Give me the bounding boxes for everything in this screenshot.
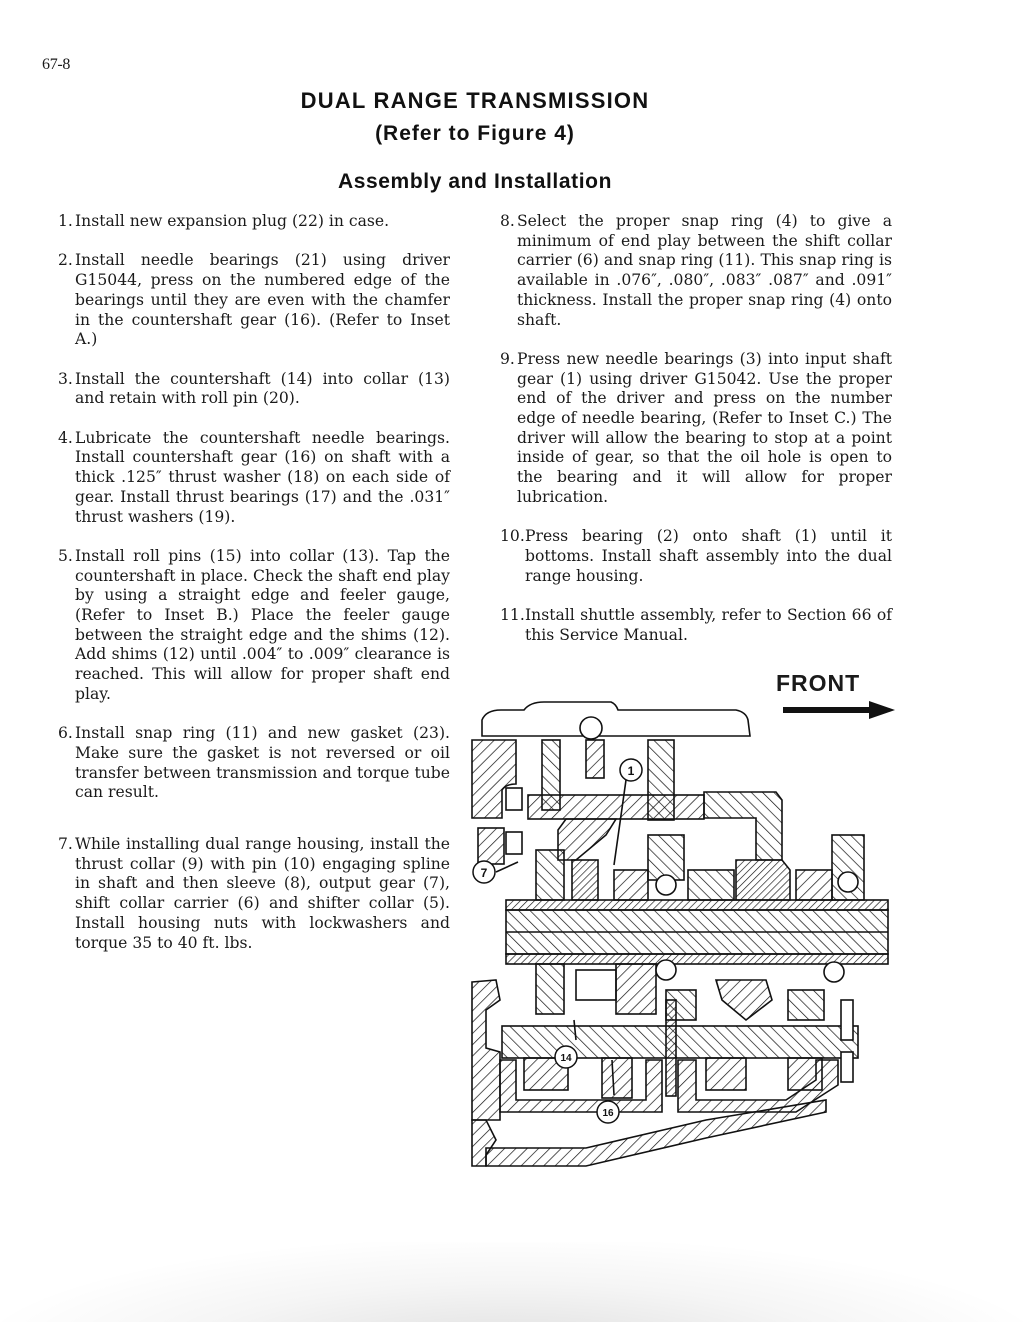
- step-number: 10.: [500, 527, 525, 546]
- step-number: 9.: [500, 349, 515, 368]
- steps-right-column: [500, 212, 892, 665]
- step-number: 7.: [58, 835, 73, 854]
- step-number: 2.: [58, 251, 73, 270]
- step-text: Install new expansion plug (22) in case.: [75, 212, 390, 230]
- step-text: Install roll pins (15) into collar (13). Tap the countershaft in place. Check the shaft end play by using a straight edge and feeler gauge, (Refer to Inset B.) Place the feeler gauge between the straight edge and the shims (12). Add shims (12) until .004″ to .009″ clearance is reached. This will allow for proper shaft end play.: [75, 546, 450, 703]
- step-text: Install shuttle assembly, refer to Section 66 of this Service Manual.: [525, 606, 892, 644]
- page-number: 67-8: [42, 56, 71, 73]
- step-text: Lubricate the countershaft needle bearings. Install countershaft gear (16) on shaft with a thick .125″ thrust washer (18) on each side of gear. Install thrust bearings (17) and the .031″ thrust washers (19).: [75, 428, 450, 526]
- step-11: [500, 606, 892, 645]
- step-number: 5.: [58, 546, 73, 565]
- step-text: Select the proper snap ring (4) to give a minimum of end play between the shift collar carrier (6) and snap ring (11). This snap ring is available in .076″, .080″, .083″ .087″ and .091″ thickness. Install the proper snap ring (4) onto shaft.: [517, 212, 892, 329]
- step-number: 6.: [58, 724, 73, 743]
- step-9: [500, 350, 892, 508]
- step-3: [58, 370, 450, 409]
- page-title: DUAL RANGE TRANSMISSION: [300, 88, 650, 113]
- step-4: [58, 429, 450, 528]
- callout-16: 16: [602, 1108, 614, 1119]
- step-2: [58, 251, 450, 350]
- step-number: 3.: [58, 369, 73, 388]
- step-number: 8.: [500, 212, 515, 230]
- step-text: Press new needle bearings (3) into input shaft gear (1) using driver G15042. Use the proper end of the driver and press on the number edge of needle bearing, (Refer to Inset C.) The driver will allow the bearing to stop at a point inside of gear, so that the oil hole is open to the bearing and it will allow for proper lubrication.: [517, 349, 892, 506]
- step-text: Press bearing (2) onto shaft (1) until it bottoms. Install shaft assembly into the dual range housing.: [525, 527, 892, 585]
- step-6: [58, 724, 450, 803]
- callout-1: 1: [627, 764, 635, 778]
- step-5: [58, 547, 450, 705]
- page-bottom-shadow: [0, 1242, 1024, 1322]
- step-number: 4.: [58, 428, 73, 447]
- front-direction-label: FRONT: [776, 670, 861, 696]
- step-8: [500, 212, 892, 330]
- step-1: [58, 212, 450, 232]
- callout-7: 7: [480, 866, 488, 880]
- step-7: [58, 835, 450, 953]
- step-number: 11.: [500, 606, 525, 625]
- section-heading: Assembly and Installation: [337, 170, 613, 193]
- step-text: While installing dual range housing, install the thrust collar (9) with pin (10) engaging spline in shaft and then sleeve (8), output gear (7), shift collar carrier (6) and shifter collar (5). Install housing nuts with lockwashers and torque 35 to 40 ft. lbs.: [75, 835, 450, 952]
- steps-left-column: [58, 212, 450, 973]
- step-text: Install the countershaft (14) into collar (13) and retain with roll pin (20).: [75, 369, 450, 408]
- figure-reference: (Refer to Figure 4): [375, 122, 575, 145]
- transmission-cross-section-diagram: [466, 700, 896, 1170]
- step-text: Install needle bearings (21) using driver G15044, press on the numbered edge of the bearings until they are even with the chamfer in the countershaft gear (16). (Refer to Inset A.): [75, 251, 450, 349]
- step-number: 1.: [58, 212, 73, 230]
- callout-14: 14: [560, 1053, 572, 1064]
- step-10: [500, 527, 892, 586]
- step-text: Install snap ring (11) and new gasket (23). Make sure the gasket is not reversed or oil transfer between transmission and torque tube can result.: [75, 724, 450, 802]
